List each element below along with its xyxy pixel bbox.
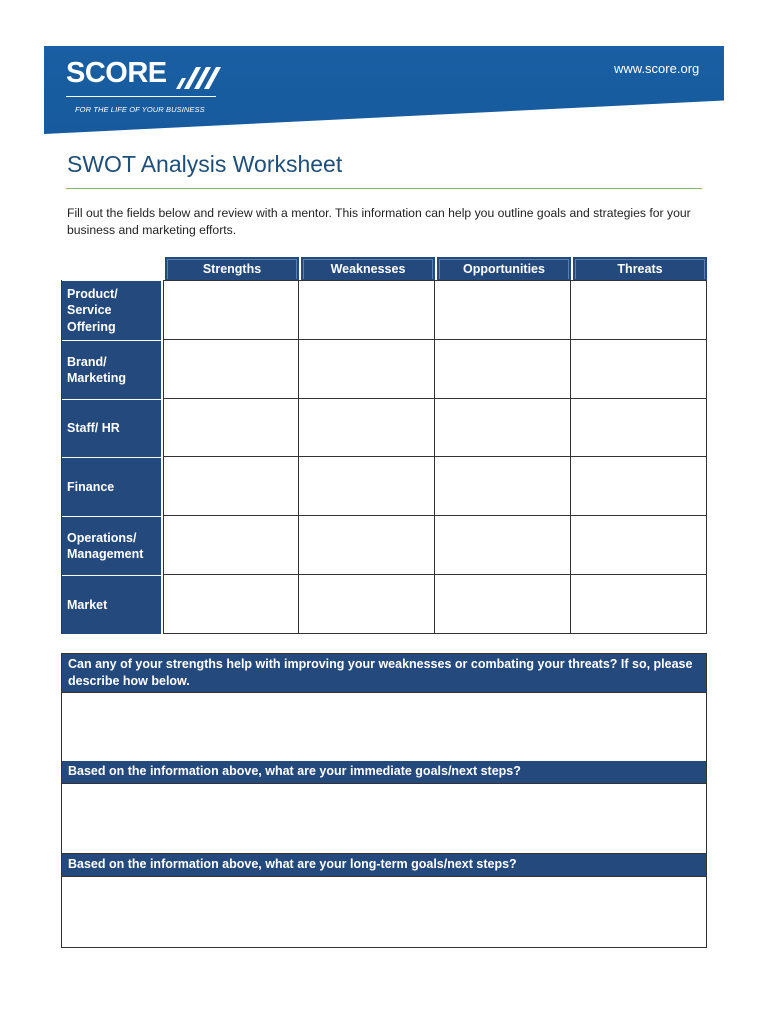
answer-field-immediate-goals[interactable] (62, 783, 706, 853)
cell-market-opportunities[interactable] (435, 575, 571, 634)
answer-field-long-term-goals[interactable] (62, 876, 706, 947)
row-header-brand: Brand/ Marketing (61, 340, 161, 399)
question-label: Can any of your strengths help with improving your weaknesses or combating your threats? If so, please describe how below. (62, 654, 706, 692)
cell-market-weaknesses[interactable] (299, 575, 435, 634)
cell-operations-threats[interactable] (571, 516, 707, 575)
swot-table (61, 257, 707, 634)
cell-market-strengths[interactable] (163, 575, 299, 634)
row-header-market: Market (61, 575, 161, 634)
cell-product-strengths[interactable] (163, 280, 299, 340)
question-box-strengths (61, 653, 707, 763)
cell-product-opportunities[interactable] (435, 280, 571, 340)
cell-finance-weaknesses[interactable] (299, 457, 435, 516)
cell-finance-strengths[interactable] (163, 457, 299, 516)
cell-staff-threats[interactable] (571, 399, 707, 457)
site-url-link[interactable]: www.score.org (614, 61, 700, 76)
logo-tagline: FOR THE LIFE OF YOUR BUSINESS (75, 105, 205, 114)
cell-brand-strengths[interactable] (163, 340, 299, 399)
cell-brand-opportunities[interactable] (435, 340, 571, 399)
logo-stripes-icon (174, 61, 222, 91)
logo-underline (66, 96, 216, 97)
cell-staff-weaknesses[interactable] (299, 399, 435, 457)
column-header-weaknesses: Weaknesses (299, 257, 435, 280)
cell-product-threats[interactable] (571, 280, 707, 340)
cell-finance-threats[interactable] (571, 457, 707, 516)
column-header-threats: Threats (571, 257, 707, 280)
row-header-operations: Operations/ Management (61, 516, 161, 575)
cell-staff-strengths[interactable] (163, 399, 299, 457)
cell-brand-weaknesses[interactable] (299, 340, 435, 399)
question-box-immediate-goals (61, 761, 707, 854)
cell-product-weaknesses[interactable] (299, 280, 435, 340)
cell-operations-weaknesses[interactable] (299, 516, 435, 575)
cell-operations-strengths[interactable] (163, 516, 299, 575)
cell-brand-threats[interactable] (571, 340, 707, 399)
cell-operations-opportunities[interactable] (435, 516, 571, 575)
title-divider (66, 188, 702, 189)
row-header-staff: Staff/ HR (61, 399, 161, 457)
column-header-opportunities: Opportunities (435, 257, 571, 280)
row-header-finance: Finance (61, 457, 161, 516)
question-label: Based on the information above, what are your long-term goals/next steps? (62, 854, 706, 876)
cell-market-threats[interactable] (571, 575, 707, 634)
cell-staff-opportunities[interactable] (435, 399, 571, 457)
cell-finance-opportunities[interactable] (435, 457, 571, 516)
intro-text: Fill out the fields below and review with a mentor. This information can help you outline goals and strategies for your business and marketing efforts. (67, 206, 691, 237)
question-label: Based on the information above, what are your immediate goals/next steps? (62, 761, 706, 783)
row-header-product: Product/ Service Offering (61, 280, 161, 340)
question-box-long-term-goals (61, 854, 707, 948)
column-header-strengths: Strengths (163, 257, 299, 280)
score-logo (66, 57, 205, 114)
page-title: SWOT Analysis Worksheet (67, 151, 343, 177)
answer-field-strengths[interactable] (62, 692, 706, 762)
table-left-border (61, 280, 62, 634)
logo-wordmark: SCORE (66, 57, 167, 89)
